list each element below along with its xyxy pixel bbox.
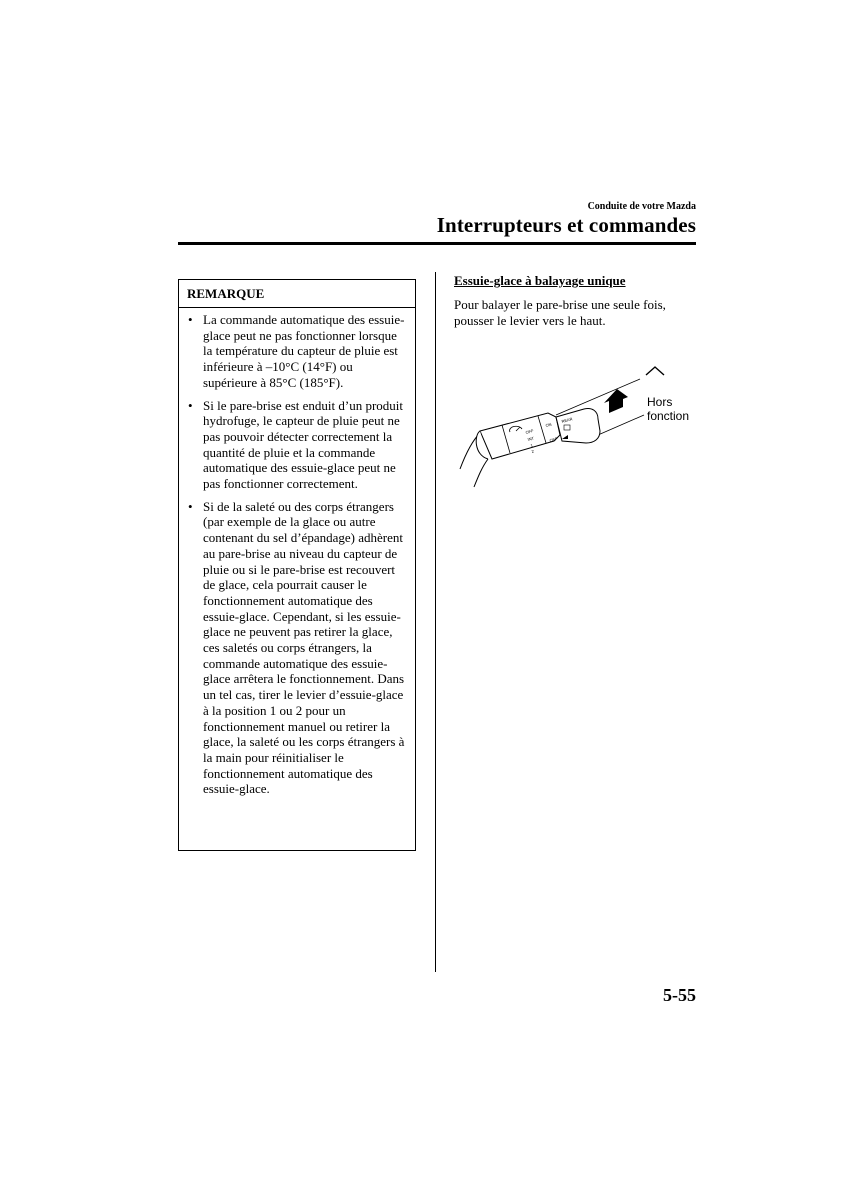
illustration-label — [647, 395, 707, 423]
bullet-icon: • — [188, 312, 193, 327]
switch-marking: REAR — [560, 416, 574, 424]
lever-body — [480, 413, 560, 459]
note-list — [179, 308, 415, 797]
section-label: Conduite de votre Mazda — [587, 201, 696, 212]
switch-marking: OFF — [524, 428, 534, 435]
page-number: 5-55 — [663, 985, 696, 1005]
switch-marking: OFF — [548, 436, 558, 443]
wiper-lever-illustration — [452, 355, 697, 495]
note-box — [178, 279, 416, 851]
column-divider — [435, 272, 436, 972]
note-item — [179, 312, 415, 391]
chevron-up-icon — [646, 367, 664, 375]
note-item-text: Si de la saleté ou des corps étrangers (par exemple de la glace ou autre contenant du sel d’épandage) adhèrent au pare-brise au niveau du capteur de pluie ou si le pare-brise est recouvert de glace, cela pourrait causer le fonctionnement automatique des essuie-glace. Cependant, si les essuie-glace ne peuvent pas retirer la glace, ces saletés ou corps étrangers, la commande automatique des essuie-glace arrêtera le fonctionnement. Dans un tel cas, tirer le levier d’essuie-glace à la position 1 ou 2 pour un fonctionnement manuel ou retirer la glace, la saleté ou les corps étrangers à la main pour réinitialiser le fonctionnement automatique des essuie-glace. — [203, 498, 405, 797]
note-item-text: La commande automatique des essuie-glace peut ne pas fonctionner lorsque la température du capteur de pluie est inférieure à –10°C (14°F) ou supérieure à 85°C (185°F). — [203, 312, 405, 390]
illustration-label-line1: Hors — [647, 395, 673, 409]
section-subheading: Essuie-glace à balayage unique — [454, 273, 626, 288]
illustration-label-line2: fonction — [647, 409, 690, 423]
bullet-icon: • — [188, 498, 193, 514]
note-item — [179, 398, 415, 492]
page-title: Interrupteurs et commandes — [436, 213, 696, 237]
switch-marking: 2 — [530, 448, 535, 454]
title-rule — [178, 242, 696, 245]
note-item-text: Si le pare-brise est enduit d’un produit hydrofuge, le capteur de pluie peut ne pas pouvoir détecter correctement la quantité de pluie et la commande automatique des essuie-glace peut ne pas fonctionner correctement. — [203, 397, 404, 492]
note-heading: REMARQUE — [179, 280, 415, 308]
switch-marking: INT — [526, 435, 535, 442]
bullet-icon: • — [188, 397, 193, 413]
note-item — [179, 499, 415, 797]
lever-tip — [556, 408, 600, 443]
switch-marking: 1 — [529, 442, 534, 448]
instruction-paragraph: Pour balayer le pare-brise une seule fois, pousser le levier vers le haut. — [454, 297, 666, 328]
switch-marking: ON — [544, 421, 553, 428]
